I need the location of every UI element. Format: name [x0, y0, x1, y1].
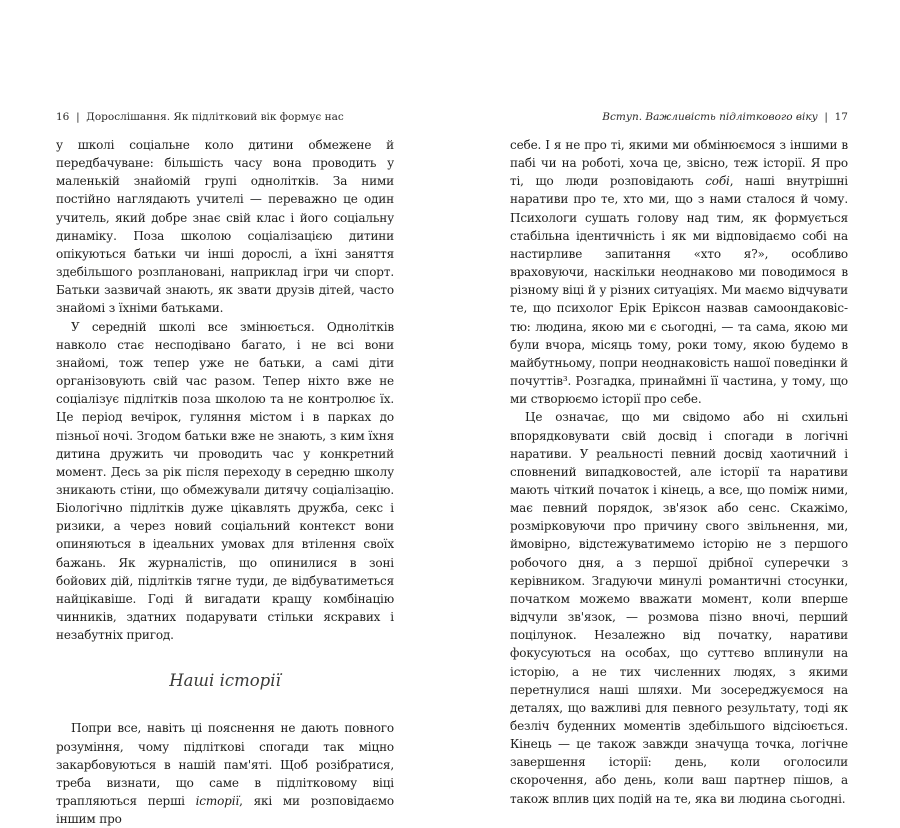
running-header-right: [510, 110, 848, 124]
paragraph: у школі соціальне коло дитини обмежене й передбачуване: більшість часу вона проводить у маленькій знайомій групі однолітків. За ними постійно наглядають учителі — переважно це один учитель, який добре знає свій клас і його соціальну динаміку. Поза школою соціалізацією дитини опікуються батьки чи інші дорослі, а їхні заняття здебільшого розплановані, наприклад ігри чи спорт. Батьки зазвичай знають, як звати друзів дітей, часто знайомі з їхніми батьками.: [56, 138, 394, 316]
left-page-body: [56, 136, 394, 828]
header-separator: |: [76, 111, 80, 123]
page-number: 16: [56, 111, 70, 123]
header-separator: |: [824, 111, 828, 123]
paragraph: себе. І я не про ті, якими ми обмінюємося з іншими в пабі чи на роботі, хоча це, звісно, теж історії. Я про ті, що люди розповідають собі, наші внутрішні наративи про те, хто ми, що з нами сталося й чому. Психологи сушать голову над тим, як формується стабільна ідентичність і як ми відповідаємо собі на настирливе запитання «хто я?», особливо враховуючи, наскільки неоднаково ми поводимося в різному віці й у різних ситуаціях. Ми маємо відчувати те, що психолог Ерік Еріксон назвав самоондаковістю: людина, якою ми є сьогодні, — та сама, якою ми були вчора, місяць тому, роки тому, якою будемо в майбутньому, попри неоднаковість нашої поведінки й почуттів³. Розгадка, принаймні її частина, у тому, що ми створюємо історії про себе.: [510, 138, 848, 407]
paragraph: Це означає, що ми свідомо або ні схильні впорядковувати свій досвід і спогади в логічні наративи. У реальності певний досвід хаотичний і сповнений випадковостей, але історії та наративи мають чіткий початок і кінець, а все, що поміж ними, має певний порядок, зв'язок або сенс. Скажімо, розмірковуючи про причину свого звільнення, ми, ймовірно, відстежуватимемо історію не з першого робочого дня, а з першої дрібної суперечки з керівником. Згадуючи минулі романтичні стосунки, початком можемо вважати момент, коли вперше відчули зв'язок, — розмова пізно вночі, перший поцілунок. Незалежно від початку, наративи фокусуються на особах, що суттєво вплинули на історію, а не тих численних людях, з якими перетнулися наші шляхи. Ми зосереджуємося на деталях, що важливі для певного результату, тоді як безліч буденних моментів здебільшого відсіюється. Кінець — це також завжди значуща точка, логічне завершення історії: день, коли оголосили скорочення, або день, коли ваш партнер пішов, а також вплив цих подій на те, яка ви людина сьогодні.: [510, 410, 848, 806]
paragraph: У середній школі все змінюється. Однолітків навколо стає несподівано багато, і не всі вони знайомі, тож тепер уже не батьки, а самі діти організовують свій час разом. Тепер ніхто вже не соціалізує підлітків поза школою та не контролює їх. Це період вечірок, гуляння містом і в парках до пізньої ночі. Згодом батьки вже не знають, з ким їхня дитина дружить чи проводить час у конкретний момент. Десь за рік після переходу в середню школу зникають стіни, що обмежували дитячу соціалізацію. Біологічно підлітків дуже цікавлять дружба, секс і ризики, а через новий соціальний контекст вони опиняються в ідеальних умовах для втілення своїх бажань. Як журналістів, що опинилися в зоні бойових дій, підлітків тягне туди, де відбуватиметься найцікавіше. Годі й вигадати кращу комбінацію чинників, здатних подарувати стільки яскравих і незабутніх пригод.: [56, 319, 394, 643]
section-heading: Наші історії: [169, 671, 281, 691]
page-number: 17: [834, 111, 848, 123]
right-page-body: [510, 136, 848, 808]
chapter-title: Вступ. Важливість підліткового віку: [602, 111, 818, 123]
emphasis: собі: [705, 174, 730, 189]
book-title: Дорослішання. Як підлітковий вік формує нас: [86, 111, 344, 123]
paragraph: Попри все, навіть ці пояснення не дають повного розуміння, чому підліткові спогади так міцно закарбовуються в нашій пам'яті. Щоб розібратися, треба визнати, що саме в підлітковому віці трапляються перші історії, які ми розповідаємо іншим про: [56, 721, 394, 827]
emphasis: історії: [195, 794, 240, 808]
running-header-left: [56, 110, 394, 124]
